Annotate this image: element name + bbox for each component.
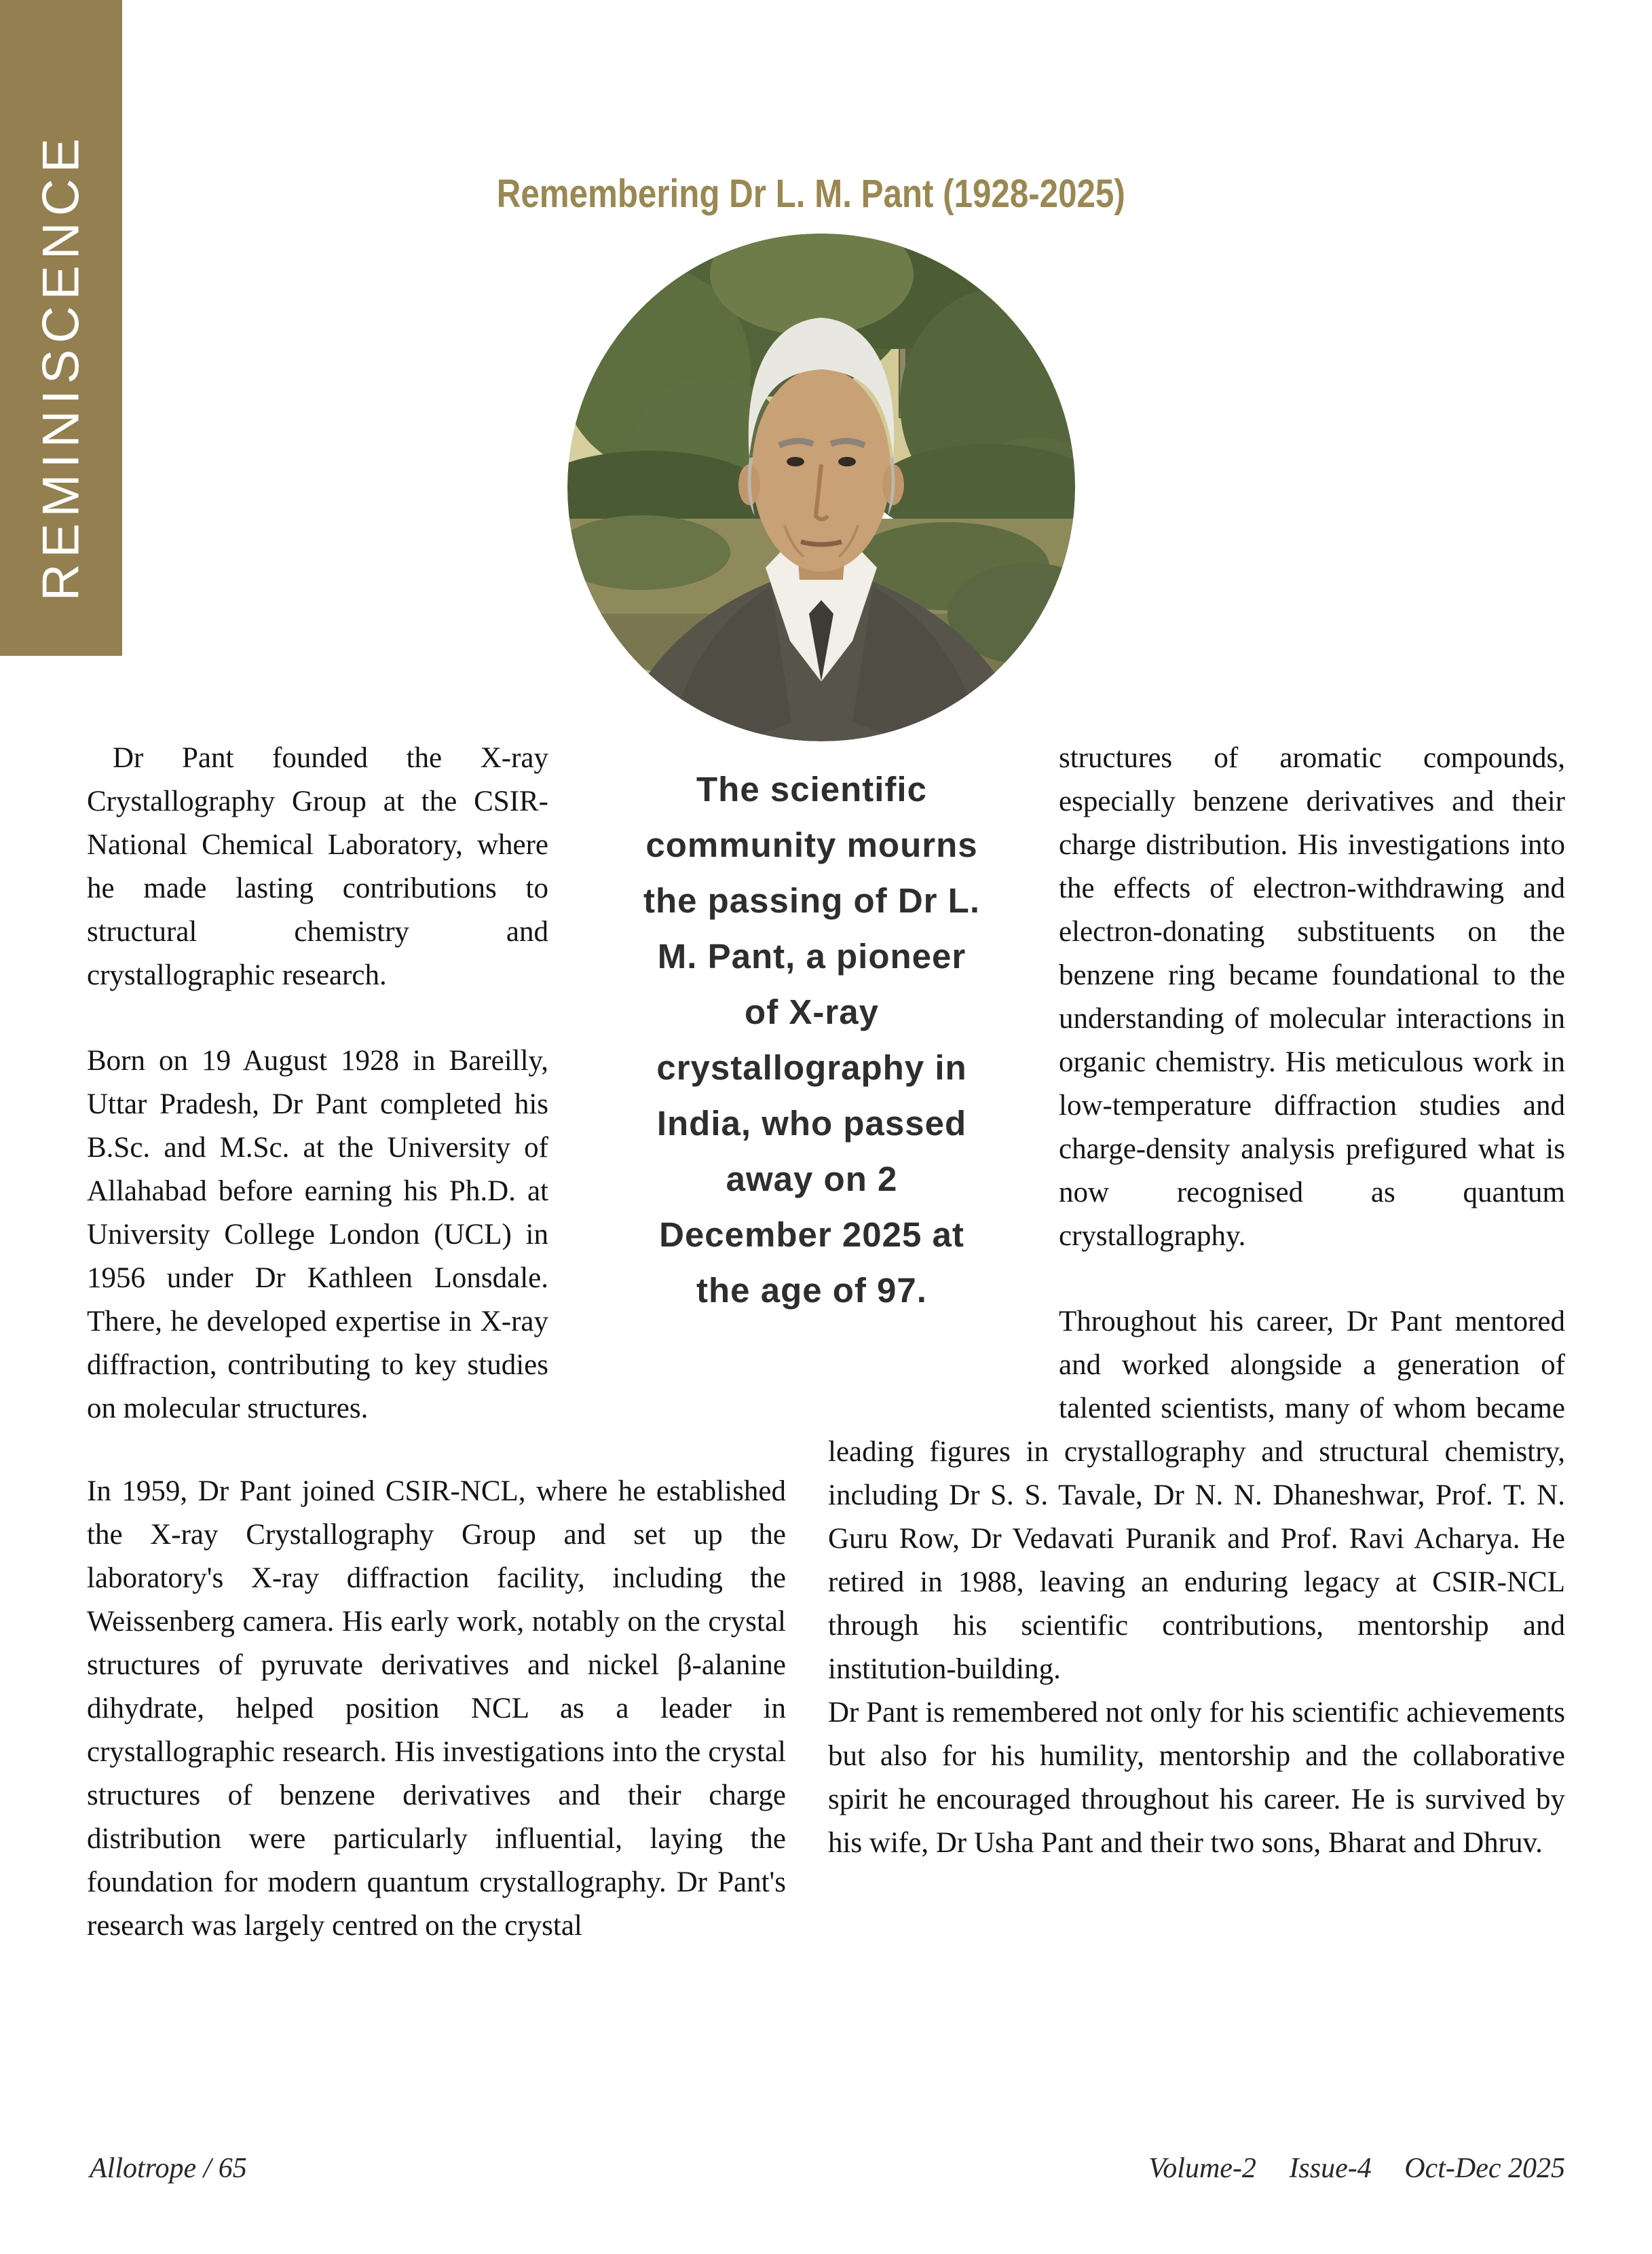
pull-quote-line: M. Pant, a pioneer xyxy=(657,937,966,976)
section-sidebar xyxy=(0,0,122,656)
footer-volume: Volume-2 xyxy=(1148,2153,1256,2184)
pull-quote-line: December 2025 at xyxy=(659,1215,964,1254)
section-label: REMINISCENCE xyxy=(32,132,90,602)
pull-quote-line: the age of 97. xyxy=(696,1271,927,1310)
footer-left-text: Allotrope / 65 xyxy=(90,2153,247,2184)
footer-issue: Issue-4 xyxy=(1289,2153,1372,2184)
pull-quote-line: India, who passed xyxy=(656,1104,967,1143)
portrait-photo xyxy=(567,234,1075,741)
article-paragraph: Dr Pant is remembered not only for his scientific achievements but also for his humility, mentorship and the collaborative spirit he encouraged throughout his career. He is survived by his wife, Dr Usha Pant and their two sons, Bharat and Dhruv. xyxy=(828,1697,1565,1859)
article-paragraph: Dr Pant founded the X-ray Crystallography Group at the CSIR-National Chemical Laboratory, where he made lasting contributions to structural chemistry and crystallographic research. xyxy=(87,742,548,991)
article-paragraph: structures of aromatic compounds, especially benzene derivatives and their charge distribution. His investigations into the effects of electron-withdrawing and electron-donating substituents on the benzene ring became foundational to the understanding of molecular interactions in organic chemistry. His meticulous work in low-temperature diffraction studies and charge-density analysis prefigured what is now recognised as quantum crystallography. xyxy=(1059,742,1565,1252)
article-paragraph: Born on 19 August 1928 in Bareilly, Uttar Pradesh, Dr Pant completed his B.Sc. and M.Sc. at the University of Allahabad before earning his Ph.D. at University College London (UCL) in 1956 under Dr Kathleen Lonsdale. There, he developed expertise in X-ray diffraction, contributing to key studies on molecular structures. xyxy=(87,1045,548,1424)
pull-quote-line: the passing of Dr L. xyxy=(643,881,981,920)
article-column-left xyxy=(87,737,786,1948)
footer-journal-page xyxy=(90,2152,247,2185)
footer-issue-info xyxy=(1148,2152,1565,2185)
portrait-photo-graphic xyxy=(567,234,1075,741)
footer-date: Oct-Dec 2025 xyxy=(1404,2153,1565,2184)
page-title xyxy=(87,171,1535,217)
pull-quote-line: crystallography in xyxy=(656,1048,967,1087)
pull-quote-spacer xyxy=(548,737,786,1405)
pull-quote-line: The scientific xyxy=(696,770,927,809)
article-column-right xyxy=(828,737,1565,1865)
page-title-text: Remembering Dr L. M. Pant (1928-2025) xyxy=(496,172,1126,216)
pull-quote-line: of X-ray xyxy=(745,993,879,1031)
pull-quote-line: community mourns xyxy=(645,826,978,864)
pull-quote-spacer xyxy=(828,737,1059,1399)
article-paragraph: In 1959, Dr Pant joined CSIR-NCL, where he established the X-ray Crystallography Group and set up the laboratory's X-ray diffraction facility, including the Weissenberg camera. His early work, notably on the crystal structures of pyruvate derivatives and nickel β-alanine dihydrate, helped position NCL as a leader in crystallographic research. His investigations into the crystal structures of benzene derivatives and their charge distribution were particularly influential, laying the foundation for modern quantum crystallography. Dr Pant's research was largely centred on the crystal xyxy=(87,1475,786,1942)
article-paragraph: Throughout his career, Dr Pant mentored and worked alongside a generation of talented scientists, many of whom became leading figures in crystallography and structural chemistry, including Dr S. S. Tavale, Dr N. N. Dhaneshwar, Prof. T. N. Guru Row, Dr Vedavati Puranik and Prof. Ravi Acharya. He retired in 1988, leaving an enduring legacy at CSIR-NCL through his scientific contributions, mentorship and institution-building. xyxy=(828,1306,1565,1685)
pull-quote-line: away on 2 xyxy=(726,1160,898,1198)
